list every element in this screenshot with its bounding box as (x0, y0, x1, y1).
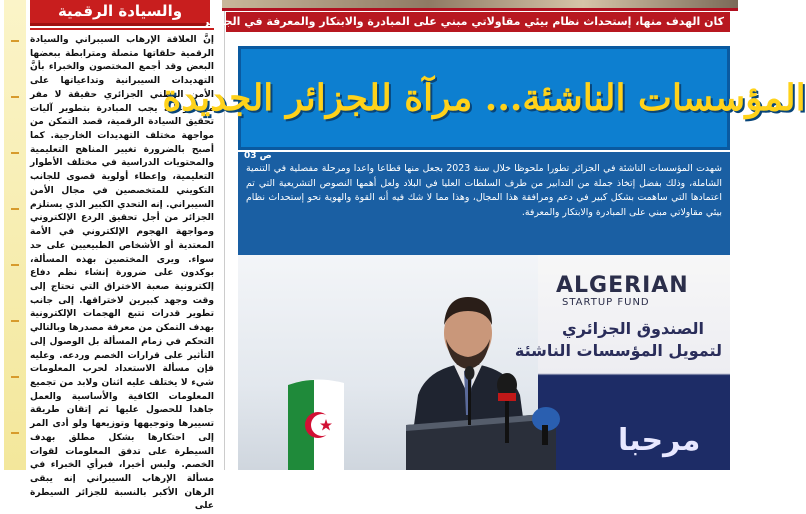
banner-subtitle: STARTUP FUND (562, 297, 650, 308)
left-article-body: إنَّ العلاقة الإرهاب السيبراني والسيادة الرقمية حلقاتها متصلة ومترابطة ببعضها البعض وقد أجمع المختصون والخبراء بأنَّ التهديدات السيبرانية وتداعياتها على الأمن الوطني الجزائري حقيقة لا مفر منها وعليه يجب المبادرة بتطوير آليات تحقيق السيادة الرقمية، قصد التمكن من مواجهة مختلف التهديدات الخارجية. كما أصبح بالضرورة تغيير المناهج التعليمية والمحتويات الدراسية في مختلف الأطوار التعليمية، وإعطاء أولوية قصوى للجانب التكويني للمتخصصين في مجال الأمن السيبراني. إنه التحدي الكبير الذي يستلزم الجزائر من أجل تحقيق الردع الإلكتروني ومواجهة الهجوم الإلكتروني في الأمة المعتدية أو الأشخاص الطبيعيين على حد سواء. ويرى المختصين بهذه المسألة، بوكدون على ضرورة إنشاء نظم دفاع إلكترونية صعبة الاختراق التي تحتاج إلى وقت وجهد كبيرين لاختراقها. إلى جانب تطوير قدرات تتبع الهجمات الإلكترونية بهدف التمكن من معرفة مصدرها وبالتالي التحكم في زمام المسألة بل الوصول إلى التأثير على قرارات الخصم وردعه. وعليه فإن مسألة الاستعداد لحرب المعلومات شيء لا يختلف عليه اثنان ولابد من تجميع المعلومات الكافية والأساسية والعمل جاهدا للحصول عليها ثم إتقان طريقة تسييرها وتوجيهها وتوزيعها ولو أدى المر إلى احتكارها بشكل مطلق بهدف السيطرة على تدفق المعلومات لقوات الخصم. وليس أخيرا، فبرأي الخبراء في مسألة الإرهاب السيبراني إنه يبقى الرهان الأكبر بالنسبة للجزائر السيطرة على (30, 35, 214, 512)
story-intro: شهدت المؤسسات الناشئة في الجزائر تطورا ملحوظا خلال سنة 2023 بجعل منها قطاعا واعدا ومرحلة مفصلية في التنمية الشاملة، وذلك بفضل إتخاذ جملة من التدابير من طرف السلطات العليا في البلاد ولعل أهمها النصوص التشريعية التي تم اعتمادها التي ساهمت بشكل كبير في دعم ومرافقة هذا المجال، وهذا مما لا شك فيه أنه القوة والهوية نحو إستحداث نظام بيئي مقاولاتي مبني على المبادرة والابتكار والمعرفة. (246, 163, 722, 218)
heading-rule (30, 28, 214, 30)
top-border-rule (222, 8, 738, 11)
banner-title: ALGERIAN (556, 273, 689, 298)
microphone-icon (528, 405, 562, 445)
headline-box (162, 46, 806, 150)
teaser-bar: كان الهدف منها، إستحداث نظام بيئي مقاولاتي مبني على المبادرة والابتكار والمعرفة في الجزائر (226, 12, 730, 32)
algerian-flag-icon (284, 375, 348, 470)
decorative-ribbon (4, 0, 26, 470)
top-photo-strip (222, 0, 738, 8)
left-article-heading: والسيادة الرقمية (30, 0, 210, 26)
banner-welcome: مرحبا (618, 423, 701, 458)
microphone-icon (464, 365, 476, 425)
banner-arabic-line-1: الصندوق الجزائري (562, 319, 704, 338)
page-reference: ص 03 (244, 151, 272, 161)
column-divider (224, 0, 225, 470)
main-headline: المؤسسات الناشئة... مرآة للجزائر الجديدة (162, 77, 806, 119)
left-column (0, 0, 222, 512)
banner-arabic-line-2: لتمويل المؤسسات الناشئة (514, 341, 722, 360)
event-photo (238, 255, 730, 470)
microphone-icon (496, 373, 520, 443)
